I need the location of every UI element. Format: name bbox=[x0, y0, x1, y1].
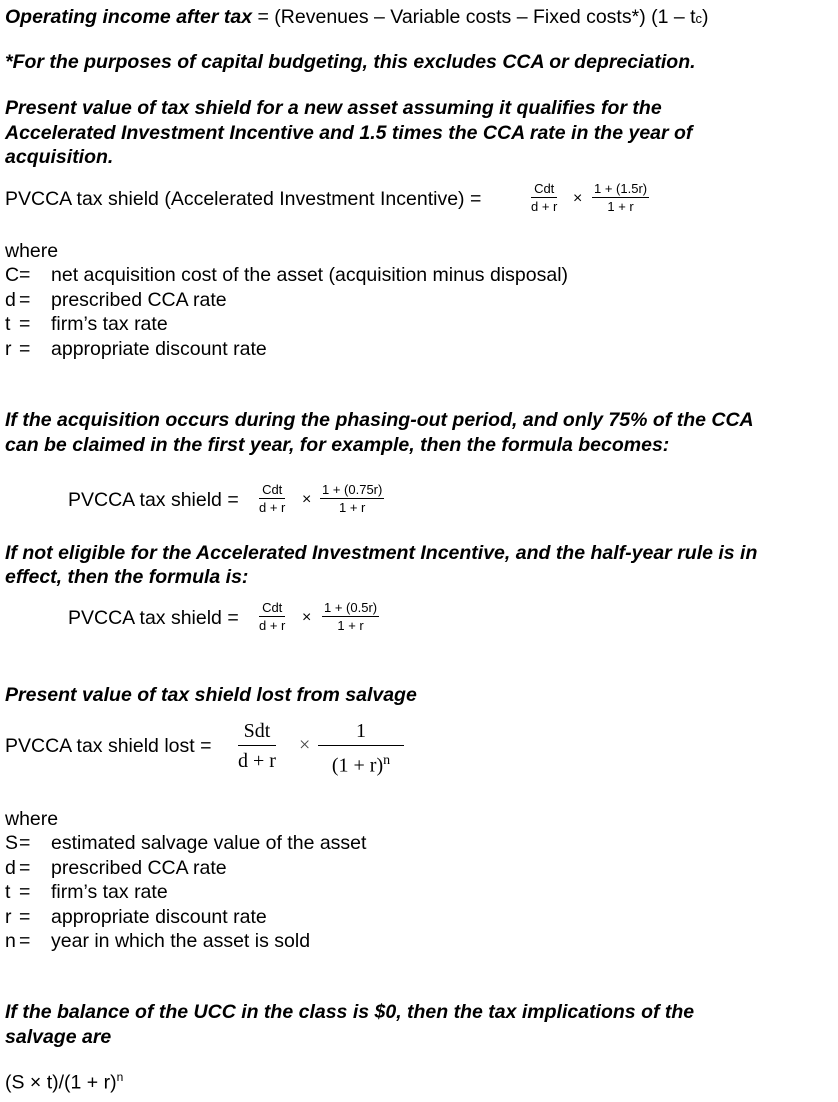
halfyear-fraction-2-numerator: 1 + (0.5r) bbox=[324, 600, 378, 615]
salvage-fraction-2 bbox=[318, 719, 404, 779]
aii-fraction-2-denominator: 1 + r bbox=[607, 199, 634, 214]
definition-variable: d bbox=[5, 289, 16, 311]
operating-income-expression: = (Revenues – Variable costs – Fixed costs*) (1 – t bbox=[252, 6, 696, 28]
aii-heading-line3: acquisition. bbox=[5, 146, 114, 168]
definition-variable: n bbox=[5, 930, 16, 952]
salvage-fraction-2-numerator: 1 bbox=[318, 719, 404, 746]
operating-income-close: ) bbox=[702, 6, 709, 28]
definition-equals: = bbox=[19, 832, 31, 854]
salvage-fraction-2-denominator bbox=[318, 746, 404, 779]
definition-equals: = bbox=[19, 313, 31, 335]
halfyear-fraction-2-denominator: 1 + r bbox=[337, 618, 364, 633]
phaseout-fraction-2-denominator: 1 + r bbox=[338, 500, 366, 515]
halfyear-heading-line2: effect, then the formula is: bbox=[5, 566, 249, 588]
definition-row bbox=[5, 857, 227, 880]
salvage-heading: Present value of tax shield lost from salvage bbox=[5, 684, 417, 706]
definition-description: prescribed CCA rate bbox=[51, 857, 227, 879]
salvage-fraction-1-numerator: Sdt bbox=[238, 719, 276, 746]
halfyear-formula-label: PVCCA tax shield = bbox=[68, 607, 239, 629]
definition-description: appropriate discount rate bbox=[51, 906, 267, 928]
halfyear-fraction-2 bbox=[322, 600, 379, 634]
where-title-1: where bbox=[5, 240, 59, 262]
definition-equals: = bbox=[19, 881, 31, 903]
halfyear-times-sign: × bbox=[302, 609, 312, 626]
definition-description: prescribed CCA rate bbox=[51, 289, 227, 311]
where-title-2: where bbox=[5, 808, 59, 830]
definition-description: firm’s tax rate bbox=[51, 881, 168, 903]
definition-row bbox=[5, 338, 267, 361]
definition-description: firm’s tax rate bbox=[51, 313, 168, 335]
definition-description: year in which the asset is sold bbox=[51, 930, 311, 952]
aii-times-sign: × bbox=[573, 190, 583, 207]
definition-row bbox=[5, 289, 227, 312]
ucc-formula-exponent: n bbox=[116, 1070, 124, 1084]
definition-variable: r bbox=[5, 338, 12, 360]
definition-row bbox=[5, 930, 310, 953]
aii-fraction-1-denominator: d + r bbox=[531, 199, 558, 214]
phaseout-times-sign: × bbox=[302, 491, 312, 508]
definition-description: appropriate discount rate bbox=[51, 338, 267, 360]
phaseout-formula-label: PVCCA tax shield = bbox=[68, 489, 239, 511]
phaseout-fraction-1-denominator: d + r bbox=[259, 500, 286, 515]
operating-income-label: Operating income after tax bbox=[5, 6, 253, 28]
aii-heading-line2: Accelerated Investment Incentive and 1.5 times the CCA rate in the year of bbox=[5, 122, 693, 144]
definition-equals: = bbox=[19, 906, 31, 928]
definition-variable: r bbox=[5, 906, 12, 928]
definition-variable: t bbox=[5, 881, 11, 903]
definition-row bbox=[5, 313, 168, 336]
ucc-heading-line1: If the balance of the UCC in the class is $0, then the tax implications of the bbox=[5, 1001, 695, 1023]
halfyear-fraction-1 bbox=[259, 600, 285, 634]
definition-row bbox=[5, 906, 267, 929]
salvage-fraction-1-denominator: d + r bbox=[238, 750, 276, 772]
definition-equals: = bbox=[19, 930, 31, 952]
halfyear-heading-line1: If not eligible for the Accelerated Investment Incentive, and the half-year rule is in bbox=[5, 542, 758, 564]
aii-formula-label: PVCCA tax shield (Accelerated Investment Incentive) = bbox=[5, 188, 482, 210]
definition-row bbox=[5, 264, 568, 287]
definition-variable: S bbox=[5, 832, 19, 854]
ucc-heading-line2: salvage are bbox=[5, 1026, 112, 1048]
salvage-denominator-exponent: n bbox=[383, 753, 391, 768]
definition-equals: = bbox=[19, 338, 31, 360]
definition-row bbox=[5, 832, 366, 855]
phaseout-heading-line2: can be claimed in the first year, for example, then the formula becomes: bbox=[5, 434, 670, 456]
definition-description: estimated salvage value of the asset bbox=[51, 832, 367, 854]
phaseout-fraction-2-numerator: 1 + (0.75r) bbox=[322, 482, 383, 497]
ucc-formula bbox=[5, 1070, 123, 1095]
aii-fraction-1-numerator: Cdt bbox=[531, 181, 557, 198]
definition-equals: = bbox=[19, 264, 31, 286]
phaseout-fraction-1 bbox=[259, 482, 285, 516]
tax-subscript: c bbox=[695, 11, 703, 26]
phaseout-fraction-1-numerator: Cdt bbox=[259, 482, 285, 499]
salvage-formula-label: PVCCA tax shield lost = bbox=[5, 735, 212, 757]
definition-variable: d bbox=[5, 857, 16, 879]
salvage-times-sign: × bbox=[299, 734, 311, 756]
definition-description: net acquisition cost of the asset (acquisition minus disposal) bbox=[51, 264, 569, 286]
ucc-formula-expression: (S × t)/(1 + r) bbox=[5, 1071, 117, 1094]
aii-fraction-1 bbox=[531, 181, 557, 215]
definition-equals: = bbox=[19, 857, 31, 879]
definition-variable: t bbox=[5, 313, 11, 335]
aii-fraction-2 bbox=[592, 181, 649, 215]
halfyear-fraction-1-numerator: Cdt bbox=[259, 600, 285, 617]
aii-fraction-2-numerator: 1 + (1.5r) bbox=[594, 181, 648, 196]
halfyear-fraction-1-denominator: d + r bbox=[259, 618, 286, 633]
definition-equals: = bbox=[19, 289, 31, 311]
phaseout-heading-line1: If the acquisition occurs during the phasing-out period, and only 75% of the CCA bbox=[5, 409, 754, 431]
salvage-fraction-1 bbox=[238, 719, 276, 774]
definition-row bbox=[5, 881, 168, 904]
phaseout-fraction-2 bbox=[320, 482, 384, 516]
footnote: *For the purposes of capital budgeting, this excludes CCA or depreciation. bbox=[5, 51, 696, 73]
definition-variable: C bbox=[5, 264, 20, 286]
salvage-denominator-base: (1 + r) bbox=[331, 754, 384, 777]
operating-income-formula bbox=[5, 6, 709, 29]
aii-heading-line1: Present value of tax shield for a new asset assuming it qualifies for the bbox=[5, 97, 662, 119]
